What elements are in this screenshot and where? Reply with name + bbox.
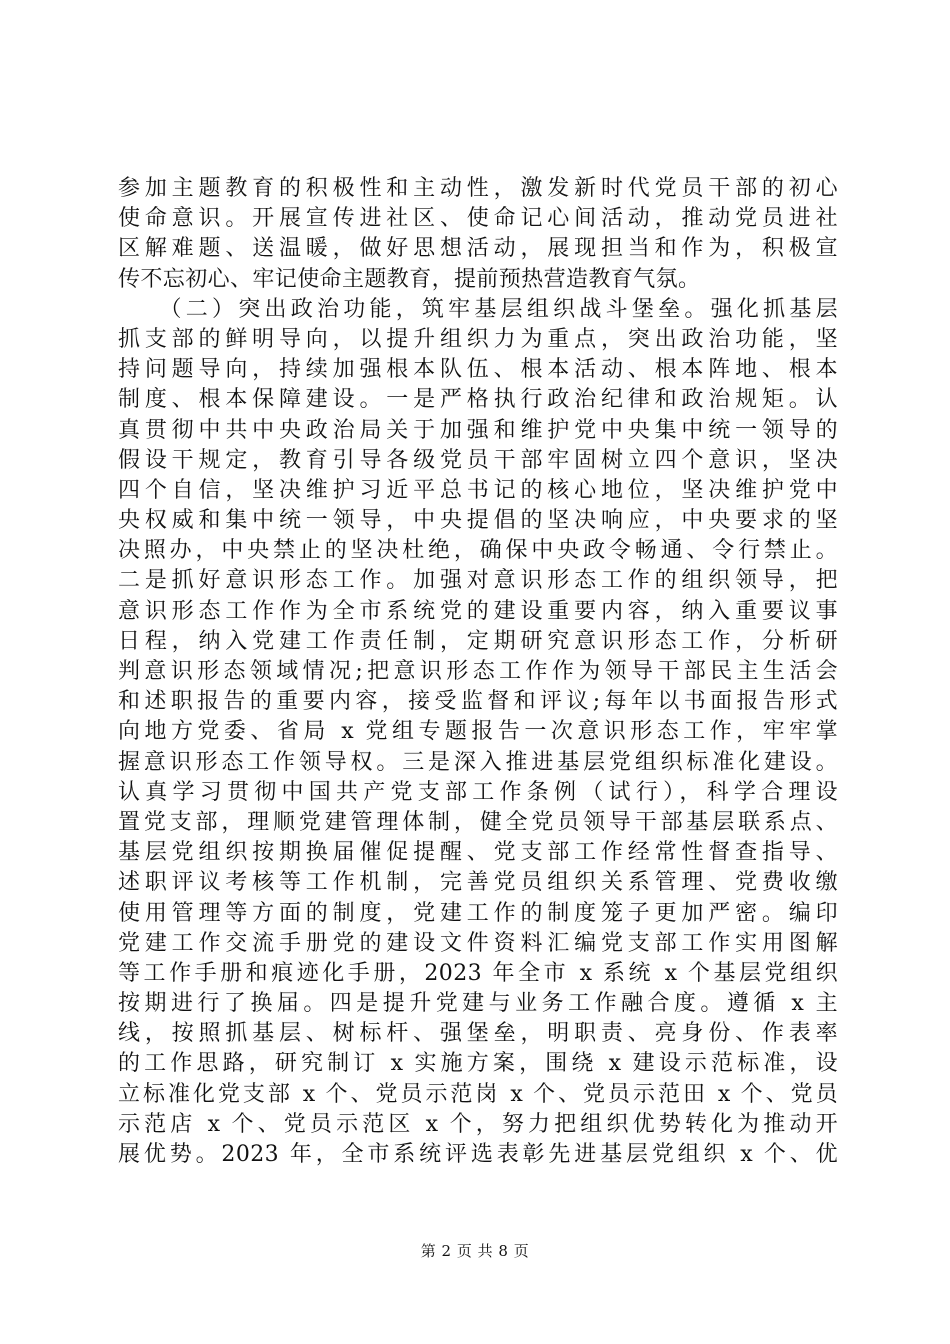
text-line: 党建工作交流手册党的建设文件资料汇编党支部工作实用图解	[118, 930, 838, 956]
text-line: 基层党组织按期换届催促提醒、党支部工作经常性督查指导、	[118, 840, 838, 866]
text-line: 传不忘初心、牢记使命主题教育，提前预热营造教育气氛。	[118, 266, 701, 292]
text-line: 制度、根本保障建设。一是严格执行政治纪律和政治规矩。认	[118, 387, 838, 413]
text-line: 持问题导向，持续加强根本队伍、根本活动、根本阵地、根本	[118, 357, 838, 383]
text-line: 认真学习贯彻中国共产党支部工作条例（试行），科学合理设	[118, 779, 838, 805]
text-line: 日程，纳入党建工作责任制，定期研究意识形态工作，分析研	[118, 628, 838, 654]
text-line: 的工作思路，研究制订 x 实施方案，围绕 x 建设示范标准，设	[118, 1051, 838, 1077]
text-line: 等工作手册和痕迹化手册，2023 年全市 x 系统 x 个基层党组织	[118, 960, 838, 986]
text-line: 按期进行了换届。四是提升党建与业务工作融合度。遵循 x 主	[118, 991, 838, 1017]
body-text	[118, 174, 838, 1170]
text-line: 二是抓好意识形态工作。加强对意识形态工作的组织领导，把	[118, 568, 838, 594]
text-line: 抓支部的鲜明导向，以提升组织力为重点，突出政治功能，坚	[118, 326, 838, 352]
text-line: 四个自信，坚决维护习近平总书记的核心地位，坚决维护党中	[118, 477, 838, 503]
text-line: 假设干规定，教育引导各级党员干部牢固树立四个意识，坚决	[118, 447, 838, 473]
text-line: 使命意识。开展宣传进社区、使命记心间活动，推动党员进社	[118, 206, 838, 232]
text-line: 区解难题、送温暖，做好思想活动，展现担当和作为，积极宣	[118, 236, 838, 262]
text-line: 立标准化党支部 x 个、党员示范岗 x 个、党员示范田 x 个、党员	[118, 1081, 838, 1107]
text-line: 述职评议考核等工作机制，完善党员组织关系管理、党费收缴	[118, 870, 838, 896]
text-line: 使用管理等方面的制度，党建工作的制度笼子更加严密。编印	[118, 900, 838, 926]
text-line: 向地方党委、省局 x 党组专题报告一次意识形态工作，牢牢掌	[118, 719, 838, 745]
text-line: 决照办，中央禁止的坚决杜绝，确保中央政令畅通、令行禁止。	[118, 538, 838, 564]
text-line: 真贯彻中共中央政治局关于加强和维护党中央集中统一领导的	[118, 417, 838, 443]
text-line: （二）突出政治功能，筑牢基层组织战斗堡垒。强化抓基层	[118, 296, 838, 322]
page-number-footer: 第 2 页 共 8 页	[420, 1242, 530, 1260]
text-line: 判意识形态领域情况;把意识形态工作作为领导干部民主生活会	[118, 659, 838, 684]
text-line: 线，按照抓基层、树标杆、强堡垒，明职责、亮身份、作表率	[118, 1021, 838, 1047]
text-line: 握意识形态工作领导权。三是深入推进基层党组织标准化建设。	[118, 749, 838, 775]
text-line: 意识形态工作作为全市系统党的建设重要内容，纳入重要议事	[118, 598, 838, 624]
text-line: 示范店 x 个、党员示范区 x 个，努力把组织优势转化为推动开	[118, 1111, 838, 1137]
text-line: 和述职报告的重要内容，接受监督和评议;每年以书面报告形式	[118, 689, 838, 715]
text-line: 央权威和集中统一领导，中央提倡的坚决响应，中央要求的坚	[118, 508, 838, 534]
text-line: 置党支部，理顺党建管理体制，健全党员领导干部基层联系点、	[118, 809, 838, 835]
text-line: 参加主题教育的积极性和主动性，激发新时代党员干部的初心	[118, 176, 838, 201]
text-line: 展优势。2023 年，全市系统评选表彰先进基层党组织 x 个、优	[118, 1142, 838, 1167]
